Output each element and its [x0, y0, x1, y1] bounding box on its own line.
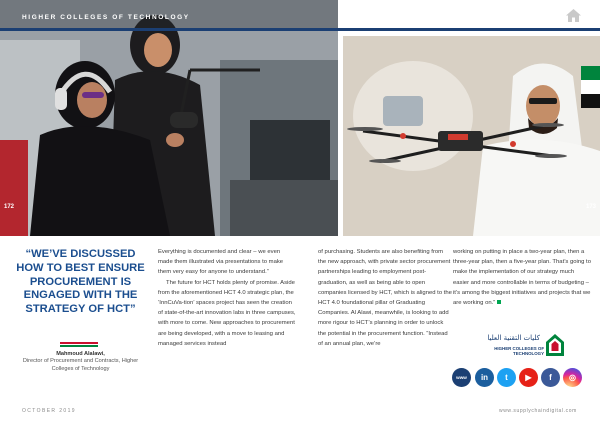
photo-students-recording	[0, 0, 338, 236]
article-end-mark	[497, 300, 501, 304]
logo-arabic-text: كليات التقنية العليا	[487, 334, 540, 342]
website-url[interactable]: www.supplychaindigital.com	[499, 408, 577, 414]
logo-english-text: HIGHER COLLEGES OF TECHNOLOGY	[494, 346, 544, 356]
facebook-icon[interactable]: f	[541, 368, 560, 387]
author-name: Mahmoud Alalawi,	[56, 351, 105, 357]
quote-author	[14, 351, 147, 373]
hct-logo	[466, 334, 566, 358]
photo-drone-student	[343, 36, 600, 236]
pull-quote: “WE’VE DISCUSSED HOW TO BEST ENSURE PROCUREMENT IS ENGAGED WITH THE STRATEGY OF HCT”	[16, 248, 145, 316]
body-paragraph: of purchasing. Students are also benefiting from the new approach, with private sector procurement partnerships leading to employment post-graduation, as well as being able to open companies licensed by HCT, which is aligned to the HCT 4.0 foundational pillar of Graduating Companies. Al Alawi, meanwhile, is looking to add more rigour to HCT’s planning in order to unlock the potential in the procurement function. “Instead of an annual plan, we’re	[318, 249, 452, 347]
quote-rule-green	[60, 345, 98, 347]
page-number-left: 172	[4, 204, 15, 210]
instagram-icon[interactable]: ◎	[563, 368, 582, 387]
students-illustration	[0, 0, 338, 236]
header-rule	[0, 28, 600, 31]
twitter-icon[interactable]: t	[497, 368, 516, 387]
body-column-2	[318, 247, 452, 349]
youtube-icon[interactable]: ▶	[519, 368, 538, 387]
quote-rule-red	[60, 342, 98, 344]
body-paragraph-text: working on putting in place a two-year plan, then a three-year plan, then a five-year plan. That’s going to make the implementation of our strategy much easier and more controllable in terms of budgeting – it’s among the biggest initiatives and projects that we are working on.”	[453, 249, 591, 307]
linkedin-icon[interactable]: in	[475, 368, 494, 387]
hct-emblem-icon	[546, 334, 564, 356]
website-icon[interactable]: www	[452, 368, 471, 387]
body-column-1	[158, 247, 296, 349]
body-paragraph: The future for HCT holds plenty of promise. Aside from the aforementioned HCT 4.0 strategic plan, the ‘InnCuVa-tion’ spaces project has seen the creation of state-of-the-art innovation labs in three campuses, with more to come. New approaches to procurement are being developed, with a move to leasing and managed services instead	[158, 279, 296, 347]
home-icon[interactable]	[566, 9, 581, 22]
body-paragraph	[453, 247, 591, 308]
body-paragraph: Everything is documented and clear – we even made them illustrated via presentations to make them very easy for anyone to understand.”	[158, 249, 284, 276]
issue-date: OCTOBER 2019	[22, 408, 76, 414]
page-number-right: 173	[586, 204, 597, 210]
magazine-title: HIGHER COLLEGES OF TECHNOLOGY	[22, 14, 190, 21]
drone-illustration	[343, 36, 600, 236]
body-column-3	[453, 247, 591, 308]
author-title: Director of Procurement and Contracts, Higher Colleges of Technology	[22, 358, 139, 372]
